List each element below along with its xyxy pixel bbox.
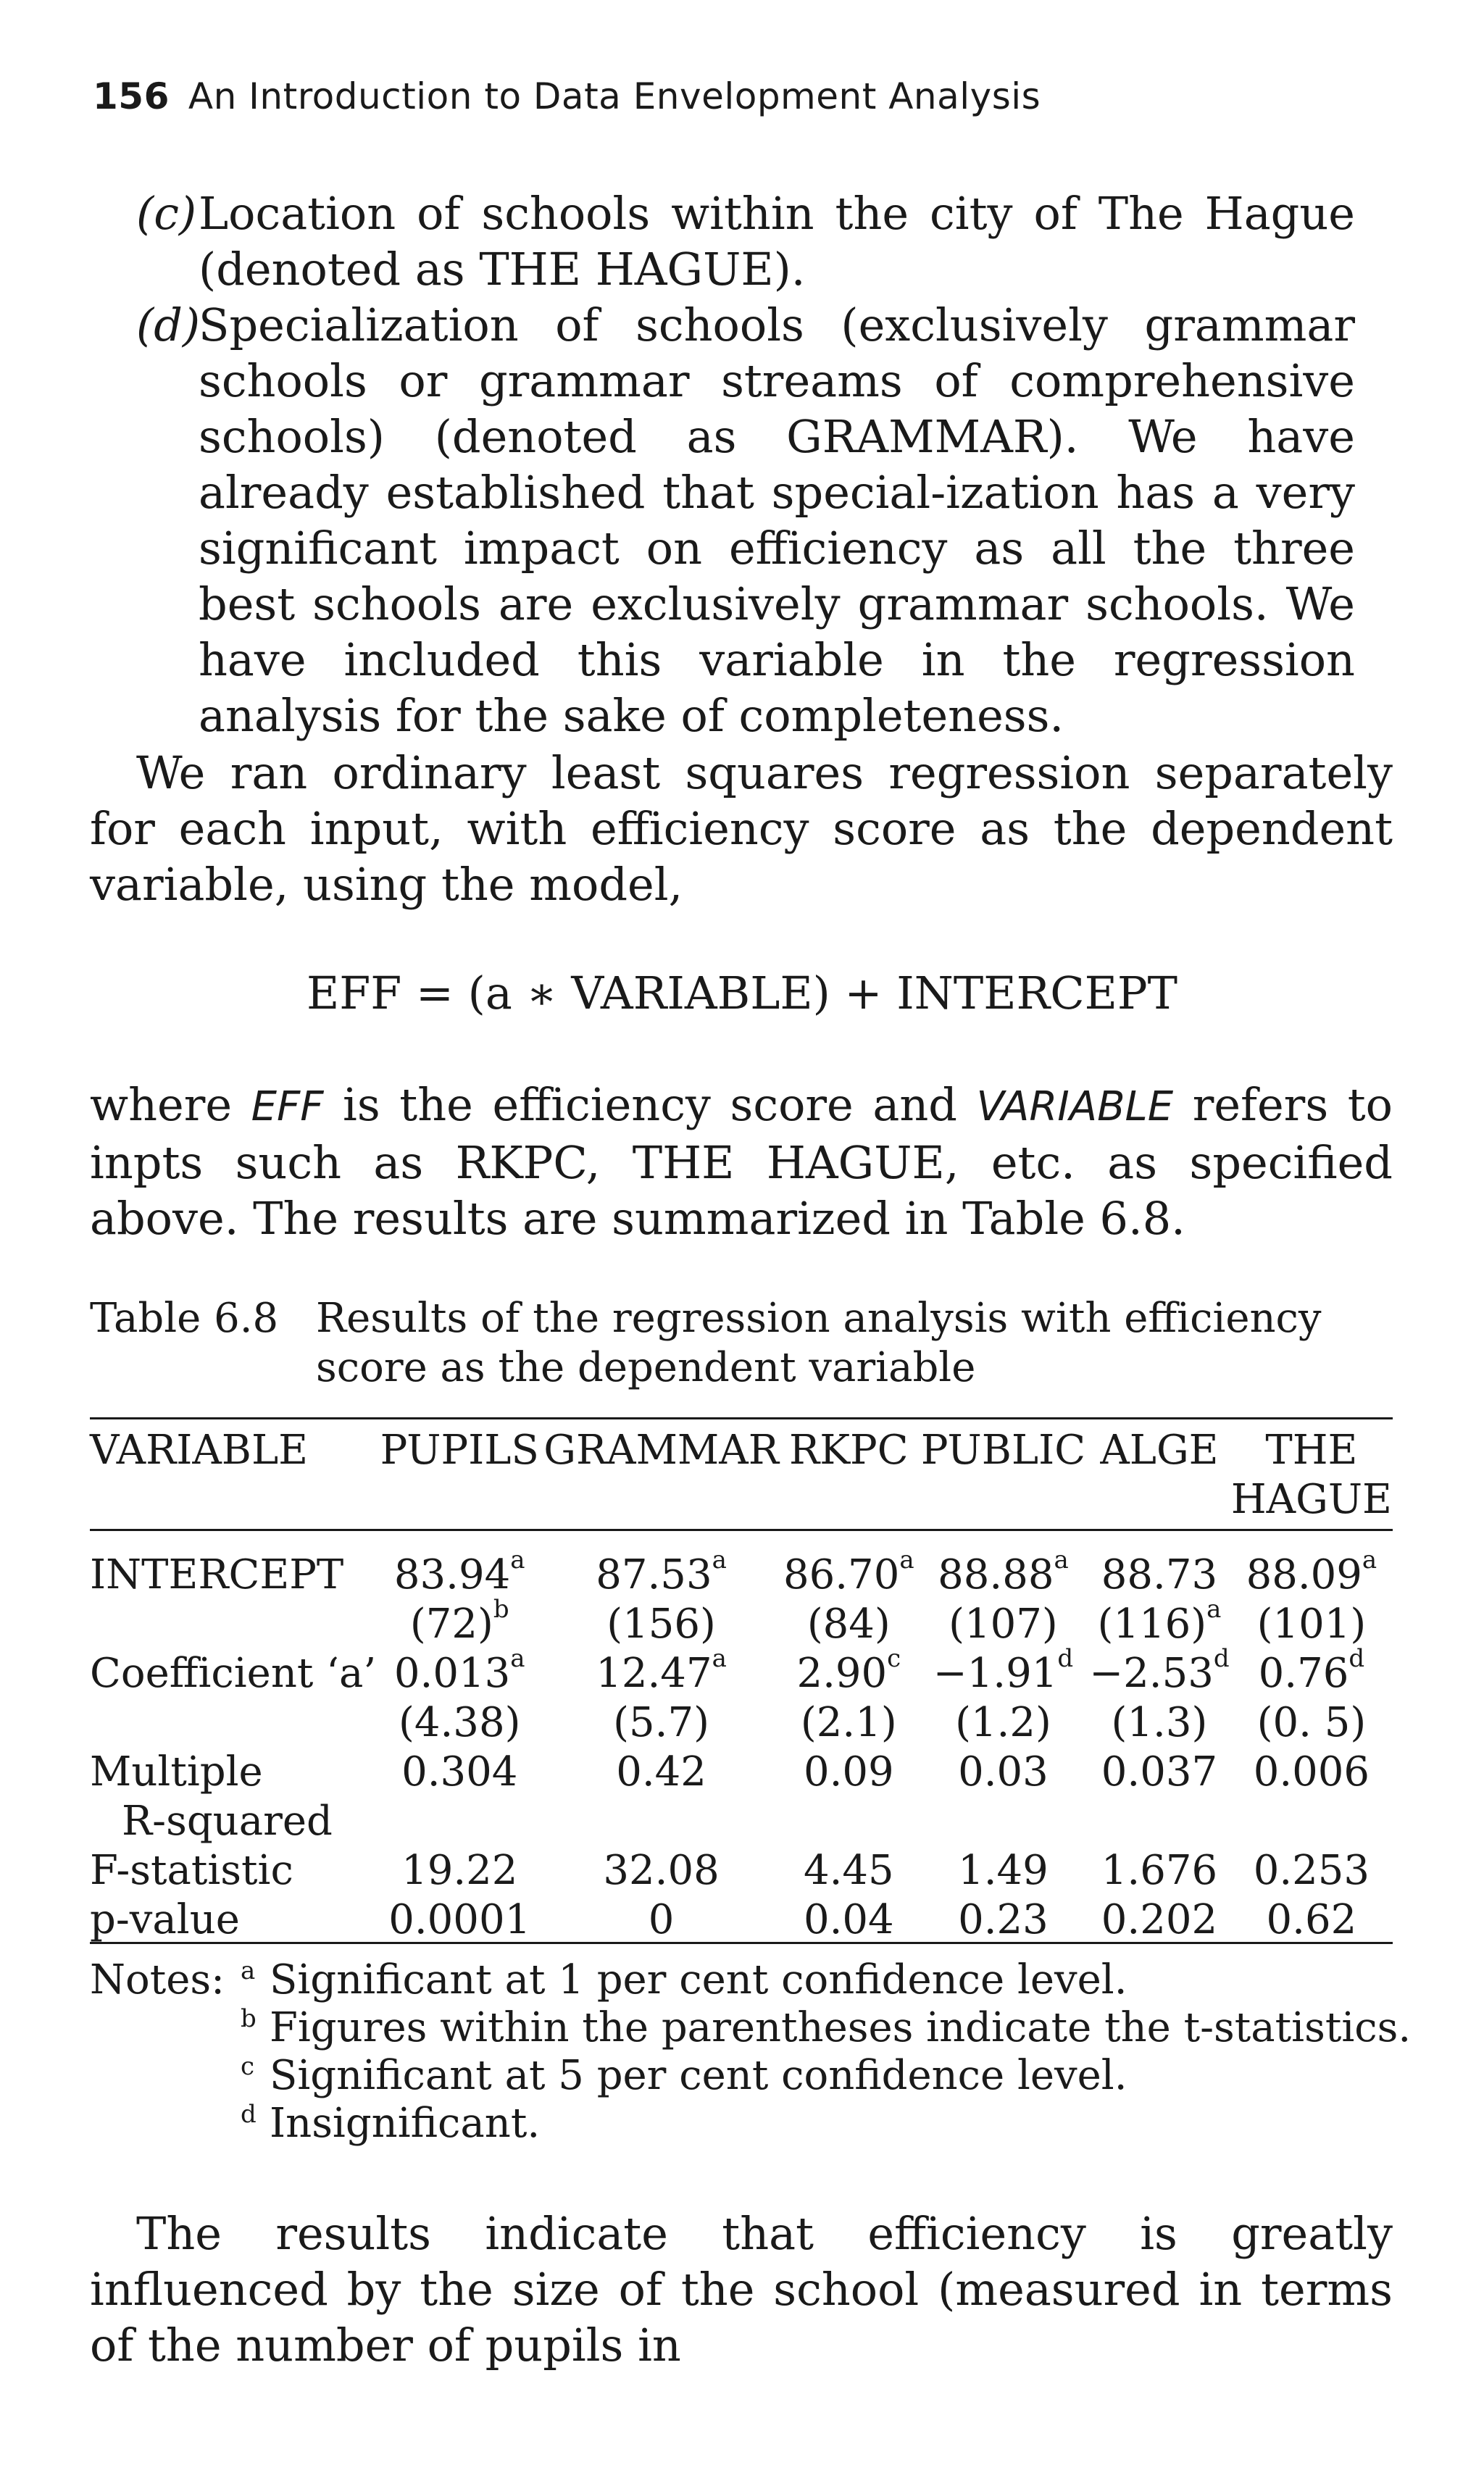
table-cell	[543, 1546, 780, 1600]
footnote-marker: a	[899, 1546, 914, 1575]
table-header-row	[90, 1426, 1393, 1529]
paragraph-results: The results indicate that efficiency is greatly influenced by the size of the school (measured in terms of the number of pupils in	[90, 2207, 1393, 2372]
notes-label: Notes:	[90, 1956, 225, 2003]
table-cell	[1088, 1846, 1230, 1896]
list-item-c	[136, 185, 1355, 297]
cell-value: −1.91	[933, 1650, 1058, 1697]
note-text: Significant at 5 per cent confidence level.	[270, 2052, 1127, 2099]
table-cell	[918, 1600, 1088, 1649]
table-cell	[1088, 1551, 1230, 1600]
table-row	[90, 1748, 1393, 1797]
list-item-text: Specialization of schools (exclusively grammar schools or grammar streams of comprehensive schools) (denoted as GRAMMAR). We have already established that special-ization has a very significant impact on efficiency as all the three best schools are exclusively grammar schools. We have included this variable in the regression analysis for the sake of completeness.	[199, 299, 1355, 742]
cell-value: 0.42	[616, 1748, 706, 1796]
table-cell	[376, 1846, 543, 1896]
cell-value: (101)	[1256, 1601, 1367, 1648]
table-cell	[918, 1846, 1088, 1896]
cell-value: 19.22	[401, 1847, 518, 1894]
paragraph-method: We ran ordinary least squares regression separately for each input, with efficiency score as the dependent variable, using the model,	[90, 746, 1393, 911]
cell-value: 0.76	[1258, 1650, 1349, 1697]
table-cell	[543, 1644, 780, 1698]
table-cell	[1230, 1797, 1393, 1846]
column-header: THE HAGUE	[1230, 1427, 1392, 1523]
cell-value: 87.53	[596, 1551, 712, 1598]
table-cell	[543, 1600, 780, 1649]
cell-value: 86.70	[783, 1551, 900, 1598]
cell-value: 88.73	[1101, 1551, 1218, 1598]
footnote-marker: a	[510, 1644, 525, 1673]
table-row	[90, 1649, 1393, 1698]
cell-value: 88.88	[938, 1551, 1054, 1598]
note-text: Insignificant.	[270, 2100, 541, 2147]
note-symbol: c	[241, 2052, 255, 2081]
cell-value: 0.09	[803, 1748, 894, 1796]
row-label	[90, 1698, 376, 1748]
column-header: VARIABLE	[90, 1427, 309, 1474]
table-cell	[1230, 1748, 1393, 1797]
table-top-rule	[90, 1417, 1393, 1419]
cell-value: 1.49	[958, 1847, 1049, 1894]
table-cell	[543, 1698, 780, 1748]
cell-value: 0.62	[1266, 1896, 1357, 1943]
table-cell	[376, 1748, 543, 1797]
regression-table	[90, 1426, 1393, 1945]
cell-value: (0. 5)	[1256, 1699, 1367, 1746]
table-cell	[543, 1797, 780, 1846]
table-row	[90, 1600, 1393, 1649]
note-symbol: d	[241, 2100, 257, 2129]
cell-value: (156)	[606, 1601, 716, 1648]
table-cell	[780, 1698, 918, 1748]
table-cell	[376, 1644, 543, 1698]
cell-value: 0.304	[401, 1748, 518, 1796]
text-run: where	[90, 1078, 251, 1131]
table-cell	[543, 1748, 780, 1797]
footnote-marker: d	[1348, 1644, 1365, 1673]
note-symbol: b	[241, 2004, 257, 2033]
row-label: R-squared	[122, 1798, 333, 1845]
table-cell	[780, 1846, 918, 1896]
cell-value: 2.90	[796, 1650, 888, 1697]
footnote-marker: d	[1057, 1644, 1074, 1673]
row-label: INTERCEPT	[90, 1551, 344, 1598]
table-cell	[780, 1600, 918, 1649]
table-cell	[918, 1896, 1088, 1945]
table-caption-text: Results of the regression analysis with efficiency score as the dependent variable	[316, 1295, 1322, 1391]
book-title: An Introduction to Data Envelopment Analysis	[188, 75, 1041, 117]
table-cell	[918, 1748, 1088, 1797]
table-row	[90, 1896, 1393, 1945]
table-row	[90, 1551, 1393, 1600]
column-header: GRAMMAR	[543, 1427, 779, 1474]
running-head	[93, 75, 1041, 117]
table-cell	[1088, 1595, 1230, 1649]
list-item-label: (c)	[136, 187, 197, 240]
footnote-marker: a	[712, 1546, 727, 1575]
cell-value: 0.23	[958, 1896, 1049, 1943]
cell-value: 0.202	[1101, 1896, 1218, 1943]
column-header: RKPC	[789, 1427, 909, 1474]
cell-value: 0.013	[393, 1650, 511, 1697]
table-cell	[376, 1698, 543, 1748]
table-cell	[918, 1698, 1088, 1748]
footnote-marker: a	[1206, 1595, 1222, 1624]
table-cell	[1230, 1546, 1393, 1600]
page-number: 156	[93, 75, 170, 117]
table-cell	[1230, 1846, 1393, 1896]
text-run: is the efficiency score and	[323, 1078, 977, 1131]
cell-value: 12.47	[596, 1650, 712, 1697]
cell-value: 1.676	[1101, 1847, 1218, 1894]
cell-value: 0	[648, 1896, 675, 1943]
cell-value: 0.037	[1101, 1748, 1218, 1796]
table-cell	[1088, 1644, 1230, 1698]
paragraph-variables	[90, 1077, 1393, 1246]
cell-value: (2.1)	[800, 1699, 897, 1746]
column-header: PUPILS	[380, 1427, 539, 1474]
variable-eff: EFF	[251, 1083, 324, 1130]
cell-value: 0.006	[1253, 1748, 1370, 1796]
table-cell	[1230, 1600, 1393, 1649]
table-cell	[780, 1644, 918, 1698]
table-number: Table 6.8	[90, 1295, 279, 1342]
table-cell	[543, 1846, 780, 1896]
table-cell	[1088, 1797, 1230, 1846]
cell-value: (107)	[949, 1601, 1058, 1648]
table-cell	[780, 1797, 918, 1846]
variable-variable: VARIABLE	[976, 1083, 1174, 1130]
cell-value: 0.0001	[388, 1896, 531, 1943]
footnote-marker: a	[510, 1546, 525, 1575]
cell-value: (4.38)	[399, 1699, 521, 1746]
regression-equation: EFF = (a ∗ VARIABLE) + INTERCEPT	[306, 967, 1177, 1019]
cell-value: (1.2)	[955, 1699, 1051, 1746]
table-cell	[376, 1595, 543, 1649]
table-cell	[918, 1546, 1088, 1600]
note-symbol: a	[241, 1956, 256, 1985]
list-item-text: Location of schools within the city of The Hague (denoted as THE HAGUE).	[199, 187, 1355, 296]
table-cell	[780, 1546, 918, 1600]
table-cell	[1088, 1896, 1230, 1945]
table-caption	[90, 1294, 1393, 1393]
cell-value: 4.45	[803, 1847, 894, 1894]
footnote-marker: a	[1054, 1546, 1069, 1575]
cell-value: 0.04	[803, 1896, 894, 1943]
row-label: p-value	[90, 1896, 240, 1943]
row-label: Coefficient ‘a’	[90, 1650, 377, 1697]
table-row	[90, 1846, 1393, 1896]
row-label: F-statistic	[90, 1847, 293, 1894]
cell-value: 88.09	[1246, 1551, 1362, 1598]
cell-value: −2.53	[1089, 1650, 1214, 1697]
list-item-label: (d)	[136, 299, 201, 351]
cell-value: (5.7)	[613, 1699, 709, 1746]
note-text: Significant at 1 per cent confidence level.	[270, 1956, 1127, 2003]
cell-value: 83.94	[393, 1551, 511, 1598]
table-cell	[918, 1797, 1088, 1846]
table-cell	[1230, 1698, 1393, 1748]
table-cell	[1088, 1698, 1230, 1748]
row-label: Multiple	[90, 1748, 263, 1796]
footnote-marker: a	[1362, 1546, 1377, 1575]
column-header: PUBLIC	[920, 1427, 1086, 1474]
footnote-marker: c	[887, 1644, 901, 1673]
cell-value: 0.253	[1253, 1847, 1370, 1894]
cell-value: (84)	[806, 1601, 891, 1648]
table-cell	[543, 1896, 780, 1945]
table-row	[90, 1698, 1393, 1748]
footnote-marker: a	[712, 1644, 727, 1673]
cell-value: (116)	[1097, 1601, 1207, 1648]
table-cell	[376, 1797, 543, 1846]
table-cell	[1230, 1644, 1393, 1698]
table-cell	[1230, 1896, 1393, 1945]
table-cell	[376, 1896, 543, 1945]
table-cell	[780, 1896, 918, 1945]
table-cell	[918, 1644, 1088, 1698]
table-row	[90, 1797, 1393, 1846]
table-cell	[376, 1546, 543, 1600]
text-run: refers to inpts such as RKPC, THE HAGUE, etc. as specified above. The results are summarized in Table 6.8.	[90, 1078, 1393, 1245]
note-text: Figures within the parentheses indicate the t-statistics.	[270, 2004, 1412, 2051]
row-label	[90, 1600, 376, 1649]
cell-value: 32.08	[603, 1847, 720, 1894]
cell-value: (72)	[409, 1601, 493, 1648]
footnote-marker: d	[1213, 1644, 1230, 1673]
table-cell	[780, 1748, 918, 1797]
cell-value: 0.03	[958, 1748, 1049, 1796]
list-item-d	[136, 297, 1355, 743]
column-header: ALGE	[1100, 1427, 1219, 1474]
cell-value: (1.3)	[1111, 1699, 1208, 1746]
table-cell	[1088, 1748, 1230, 1797]
footnote-marker: b	[493, 1595, 509, 1624]
